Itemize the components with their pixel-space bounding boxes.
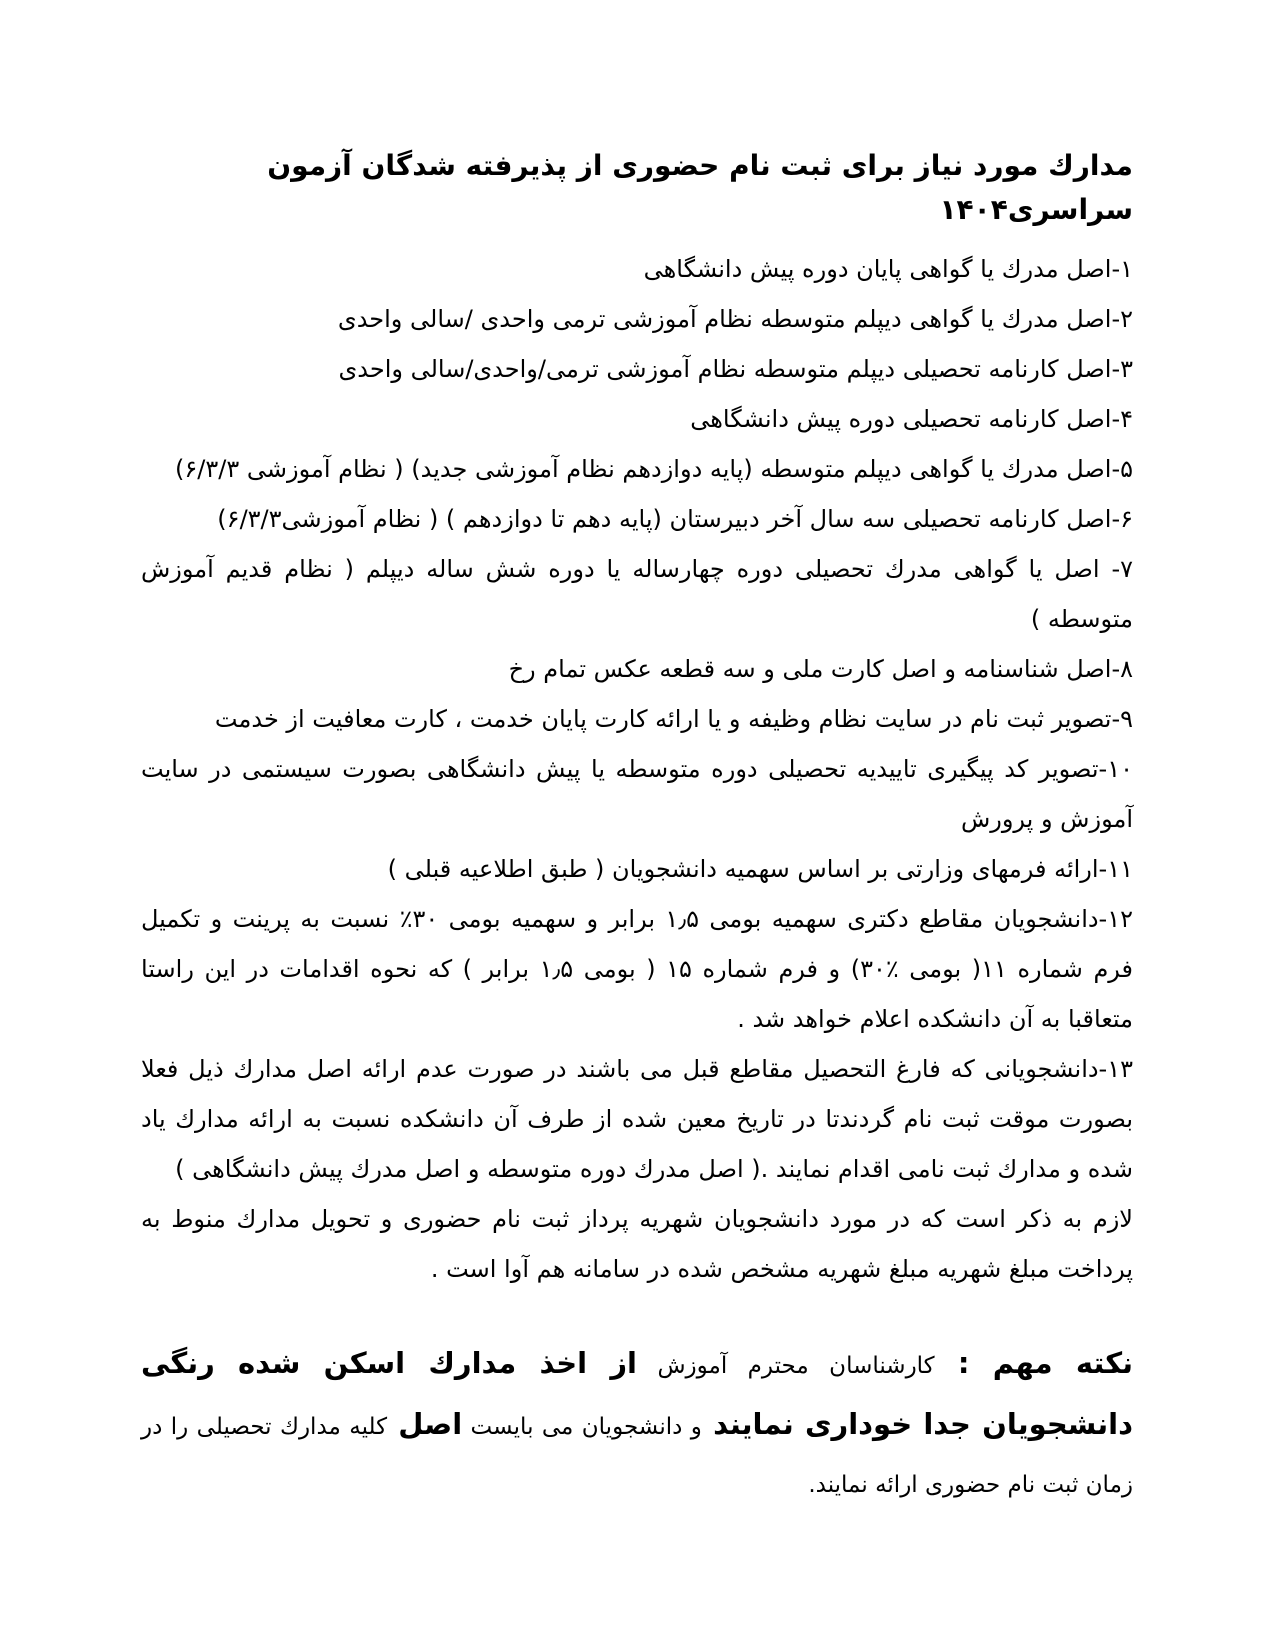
important-note-text: كليه مدارك تحصيلی را در زمان ثبت نام حضوری ارائه نمايند. xyxy=(141,1414,1133,1498)
requirement-item-2: ۲-اصل مدرك يا گواهی ديپلم متوسطه نظام آموزشی ترمی واحدی /سالی واحدی xyxy=(337,305,1133,333)
requirement-item-4: ۴-اصل كارنامه تحصيلی دوره پيش دانشگاهی xyxy=(690,405,1133,433)
requirement-item-8: ۸-اصل شناسنامه و اصل كارت ملی و سه قطعه عكس تمام رخ xyxy=(508,655,1133,683)
important-note-text: و دانشجويان می بايست xyxy=(462,1414,702,1440)
important-note-emphasis: از اخذ مدارك اسكن شده رنگی دانشجويان جدا خوداری نمايند xyxy=(141,1346,1133,1441)
document-content xyxy=(141,144,1133,1537)
important-note-label: نكته مهم : xyxy=(934,1346,1133,1380)
requirement-item-9: ۹-تصوير ثبت نام در سايت نظام وظيفه و يا ارائه كارت پايان خدمت ، كارت معافيت از خدمت xyxy=(214,705,1133,733)
requirement-item-6: ۶-اصل كارنامه تحصيلی سه سال آخر دبيرستان (پايه دهم تا دوازدهم ) ( نظام آموزشی۶/۳/۳) xyxy=(217,505,1133,533)
document-title: مدارك مورد نياز برای ثبت نام حضوری از پذيرفته شدگان آزمون سراسری۱۴۰۴ xyxy=(267,149,1133,226)
requirement-item-13: ۱۳-دانشجويانی كه فارغ التحصيل مقاطع قبل می باشند در صورت عدم ارائه اصل مدارك ذيل فعلا بصورت موقت ثبت نام گردندتا در تاريخ معين شده از طرف آن دانشكده نسبت به ارائه مدارك ياد شده و مدارك ثبت نامی اقدام نمايند .( اصل مدرك دوره متوسطه و اصل مدرك پيش دانشگاهی ) xyxy=(141,1055,1133,1183)
important-note-emphasis: اصل xyxy=(387,1407,463,1441)
requirement-item-12: ۱۲-دانشجويان مقاطع دكتری سهميه بومی ۱٫۵ برابر و سهميه بومی ۳۰٪ نسبت به پرينت و تكميل فرم شماره ۱۱( بومی ٪۳۰) و فرم شماره ۱۵ ( بومی ۱٫۵ برابر ) كه نحوه اقدامات در اين راستا متعاقبا به آن دانشكده اعلام خواهد شد . xyxy=(141,905,1134,1033)
requirement-item-3: ۳-اصل كارنامه تحصيلی ديپلم متوسطه نظام آموزشی ترمی/واحدی/سالی واحدی xyxy=(338,355,1133,383)
requirement-item-10: ۱۰-تصوير كد پيگيری تاييديه تحصيلی دوره متوسطه يا پيش دانشگاهی بصورت سيستمی در سايت آموزش و پرورش xyxy=(141,755,1133,833)
requirements-list xyxy=(141,244,1133,1194)
requirement-item-7: ۷- اصل يا گواهی مدرك تحصيلی دوره چهارساله يا دوره شش ساله ديپلم ( نظام قديم آموزش متوسطه ) xyxy=(141,555,1133,633)
important-note xyxy=(141,1334,1133,1514)
requirement-item-1: ۱-اصل مدرك يا گواهی پايان دوره پيش دانشگاهی xyxy=(643,255,1133,283)
important-note-text: كارشناسان محترم آموزش xyxy=(636,1353,935,1379)
requirement-item-11: ۱۱-ارائه فرمهای وزارتی بر اساس سهميه دانشجويان ( طبق اطلاعيه قبلی ) xyxy=(387,855,1133,883)
requirement-item-5: ۵-اصل مدرك يا گواهی ديپلم متوسطه (پايه دوازدهم نظام آموزشی جديد) ( نظام آموزشی ۶/۳/۳) xyxy=(175,455,1133,483)
tuition-note: لازم به ذكر است كه در مورد دانشجويان شهريه پرداز ثبت نام حضوری و تحويل مدارك منوط به پرداخت مبلغ شهريه مبلغ شهريه مشخص شده در سامانه هم آوا است . xyxy=(141,1205,1133,1283)
